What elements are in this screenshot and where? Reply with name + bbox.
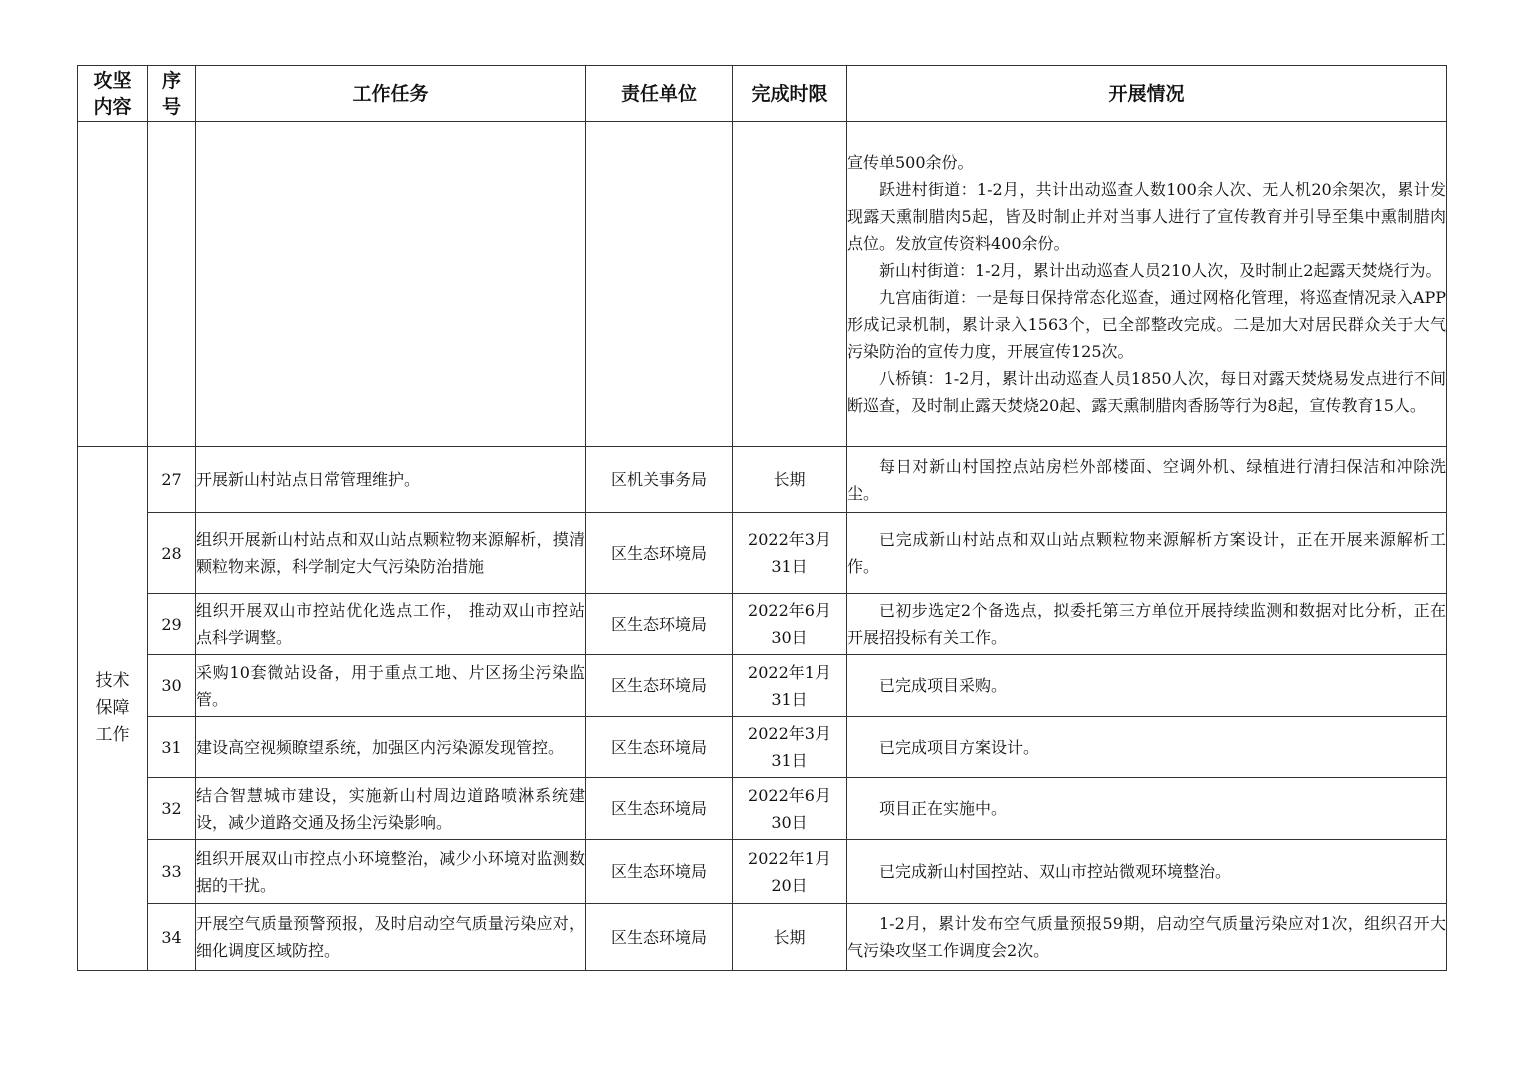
header-task: 工作任务 — [196, 66, 586, 122]
status-cell — [847, 447, 1447, 513]
category-cell — [78, 447, 148, 971]
deadline-line: 31日 — [771, 751, 808, 770]
unit-cell: 区生态环境局 — [586, 594, 733, 655]
seq-cell: 30 — [148, 655, 196, 717]
work-progress-table — [77, 65, 1447, 971]
header-deadline: 完成时限 — [733, 66, 847, 122]
unit-cell: 区生态环境局 — [586, 717, 733, 778]
status-text: 已初步选定2个备选点，拟委托第三方单位开展持续监测和数据对比分析，正在开展招投标有关工作。 — [847, 601, 1446, 647]
deadline-cell — [733, 513, 847, 594]
table-row — [78, 717, 1447, 778]
table-row — [78, 447, 1447, 513]
header-category-line2: 内容 — [93, 95, 132, 118]
deadline-line: 2022年1月 — [748, 662, 831, 682]
status-text: 已完成项目采购。 — [879, 676, 1008, 695]
continued-task-cell — [196, 122, 586, 447]
deadline-line: 31日 — [771, 689, 808, 709]
status-paragraph: 九宫庙街道：一是每日保持常态化巡查，通过网格化管理，将巡查情况录入APP形成记录机制，累计录入1563个，已全部整改完成。二是加大对居民群众关于大气污染防治的宣传力度，开展宣传125次。 — [847, 288, 1446, 361]
continued-row — [78, 122, 1447, 447]
seq-cell: 33 — [148, 840, 196, 904]
task-cell: 结合智慧城市建设，实施新山村周边道路喷淋系统建设，减少道路交通及扬尘污染影响。 — [196, 778, 586, 840]
seq-cell: 28 — [148, 513, 196, 594]
header-row — [78, 66, 1447, 122]
deadline-line: 30日 — [771, 812, 808, 832]
status-cell — [847, 840, 1447, 904]
status-text: 每日对新山村国控点站房栏外部楼面、空调外机、绿植进行清扫保洁和冲除洗尘。 — [847, 456, 1446, 503]
seq-cell: 27 — [148, 447, 196, 513]
task-cell: 建设高空视频瞭望系统，加强区内污染源发现管控。 — [196, 717, 586, 778]
table-row — [78, 513, 1447, 594]
task-cell: 组织开展双山市控站优化选点工作， 推动双山市控站点科学调整。 — [196, 594, 586, 655]
deadline-cell — [733, 717, 847, 778]
status-cell — [847, 513, 1447, 594]
header-seq — [148, 66, 196, 122]
header-seq-line2: 号 — [161, 95, 181, 118]
deadline-cell — [733, 594, 847, 655]
status-cell — [847, 655, 1447, 717]
status-cell — [847, 904, 1447, 971]
deadline-line: 2022年3月 — [748, 530, 831, 549]
deadline-line: 2022年3月 — [748, 724, 831, 743]
deadline-line: 30日 — [771, 628, 808, 647]
unit-cell: 区生态环境局 — [586, 904, 733, 971]
deadline-line: 2022年1月 — [748, 848, 831, 868]
status-paragraph: 宣传单500余份。 — [847, 153, 974, 172]
deadline-cell — [733, 904, 847, 971]
deadline-cell — [733, 840, 847, 904]
seq-cell: 31 — [148, 717, 196, 778]
deadline-line: 2022年6月 — [748, 785, 831, 805]
deadline-line: 20日 — [771, 875, 808, 895]
status-paragraph: 跃进村街道：1-2月，共计出动巡查人数100余人次、无人机20余架次，累计发现露天熏制腊肉5起，皆及时制止并对当事人进行了宣传教育并引导至集中熏制腊肉点位。发放宣传资料400余份。 — [847, 180, 1446, 253]
task-cell: 开展空气质量预警预报，及时启动空气质量污染应对，细化调度区域防控。 — [196, 904, 586, 971]
unit-cell: 区生态环境局 — [586, 778, 733, 840]
status-cell — [847, 717, 1447, 778]
unit-cell: 区生态环境局 — [586, 513, 733, 594]
status-text: 1-2月，累计发布空气质量预报59期，启动空气质量污染应对1次，组织召开大气污染攻坚工作调度会2次。 — [847, 914, 1446, 960]
deadline-cell — [733, 447, 847, 513]
continued-category-cell — [78, 122, 148, 447]
continued-status-cell — [847, 122, 1447, 447]
header-status: 开展情况 — [847, 66, 1447, 122]
task-cell: 组织开展新山村站点和双山站点颗粒物来源解析，摸清颗粒物来源，科学制定大气污染防治措施 — [196, 513, 586, 594]
unit-cell: 区生态环境局 — [586, 840, 733, 904]
header-category-line1: 攻坚 — [93, 69, 132, 92]
task-cell: 开展新山村站点日常管理维护。 — [196, 447, 586, 513]
category-label-line: 保障 — [95, 698, 130, 718]
status-text: 已完成项目方案设计。 — [879, 737, 1040, 757]
task-cell: 采购10套微站设备，用于重点工地、片区扬尘污染监管。 — [196, 655, 586, 717]
table-row — [78, 655, 1447, 717]
unit-cell: 区机关事务局 — [586, 447, 733, 513]
header-unit: 责任单位 — [586, 66, 733, 122]
continued-unit-cell — [586, 122, 733, 447]
status-text: 项目正在实施中。 — [879, 799, 1008, 818]
table-row — [78, 904, 1447, 971]
table-row — [78, 840, 1447, 904]
deadline-cell — [733, 655, 847, 717]
header-seq-line1: 序 — [161, 69, 181, 92]
status-cell — [847, 778, 1447, 840]
status-cell — [847, 594, 1447, 655]
deadline-cell — [733, 778, 847, 840]
deadline-line: 2022年6月 — [748, 601, 831, 620]
task-cell: 组织开展双山市控点小环境整治，减少小环境对监测数据的干扰。 — [196, 840, 586, 904]
table-row — [78, 594, 1447, 655]
unit-cell: 区生态环境局 — [586, 655, 733, 717]
header-category — [78, 66, 148, 122]
seq-cell: 32 — [148, 778, 196, 840]
table-row — [78, 778, 1447, 840]
status-text: 已完成新山村国控站、双山市控站微观环境整治。 — [879, 862, 1232, 881]
status-text: 已完成新山村站点和双山站点颗粒物来源解析方案设计，正在开展来源解析工作。 — [847, 530, 1446, 576]
category-label-line: 技术 — [95, 671, 130, 691]
category-label-line: 工作 — [95, 725, 130, 745]
status-paragraph: 八桥镇：1-2月，累计出动巡查人员1850人次，每日对露天焚烧易发点进行不间断巡查，及时制止露天焚烧20起、露天熏制腊肉香肠等行为8起，宣传教育15人。 — [847, 369, 1446, 415]
seq-cell: 29 — [148, 594, 196, 655]
seq-cell: 34 — [148, 904, 196, 971]
continued-deadline-cell — [733, 122, 847, 447]
deadline-line: 长期 — [773, 927, 806, 947]
status-paragraph: 新山村街道：1-2月，累计出动巡查人员210人次，及时制止2起露天焚烧行为。 — [879, 261, 1442, 280]
deadline-line: 31日 — [771, 557, 808, 576]
continued-seq-cell — [148, 122, 196, 447]
deadline-line: 长期 — [773, 470, 806, 489]
